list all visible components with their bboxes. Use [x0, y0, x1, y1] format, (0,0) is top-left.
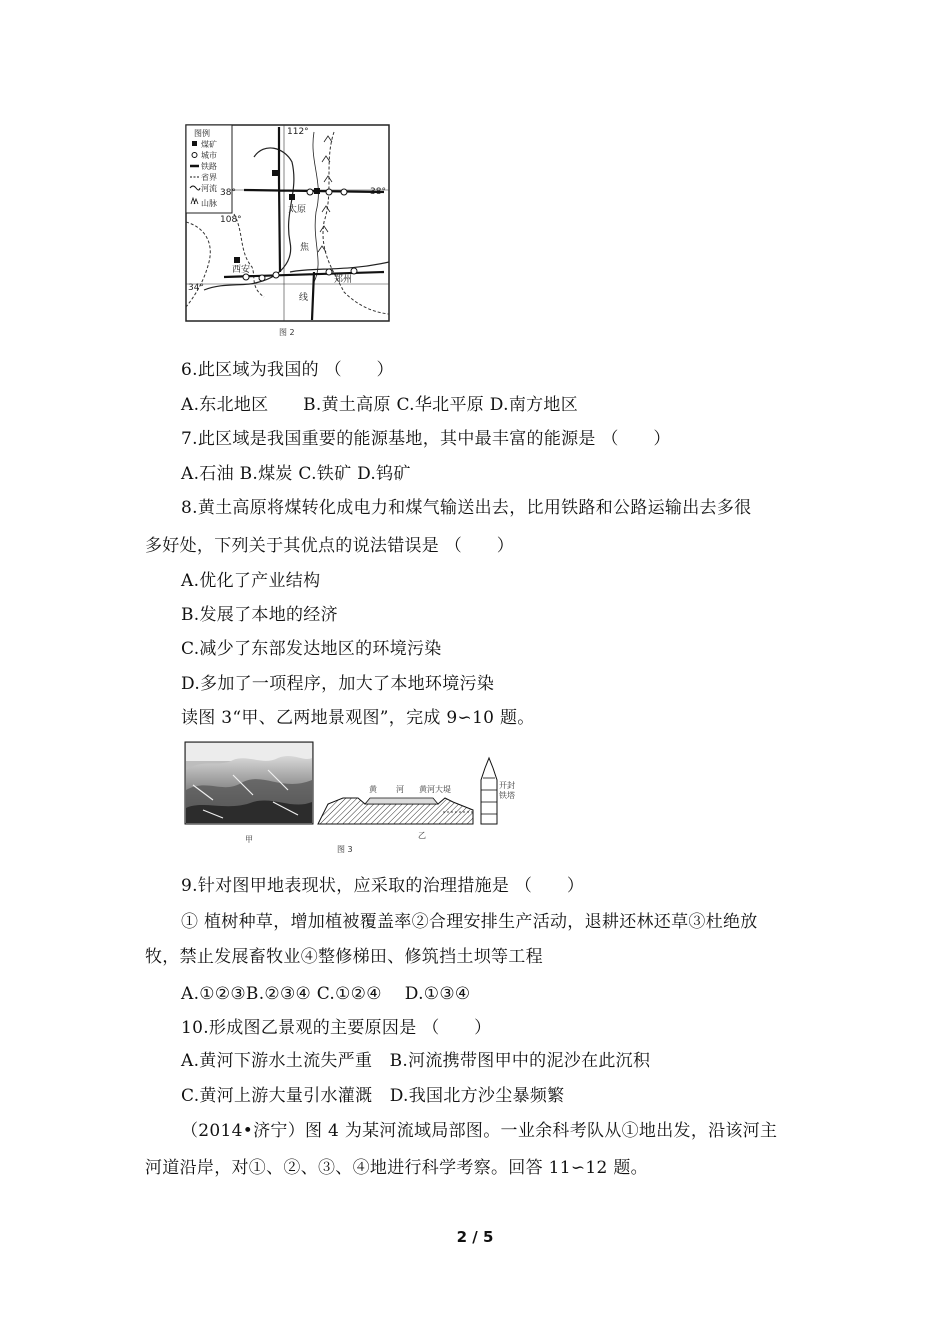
q8-option-b: B.发展了本地的经济 — [181, 605, 338, 625]
legend-railway: 铁路 — [201, 162, 217, 171]
photo-jia — [185, 742, 313, 824]
city-zhengzhou: 郑州 — [334, 275, 353, 285]
figure-2-map — [184, 122, 392, 340]
legend-border: 省界 — [201, 173, 217, 182]
rail-jiao: 焦 — [300, 243, 310, 253]
q10-options-ab: A.黄河下游水土流失严重 B.河流携带图甲中的泥沙在此沉积 — [181, 1051, 651, 1071]
q8-option-d: D.多加了一项程序，加大了本地环境污染 — [181, 674, 495, 694]
lon-112-label: 112° — [287, 127, 309, 137]
dike-label: 黄河大堤 — [419, 785, 451, 794]
intro-11-12-line1: （2014•济宁）图 4 为某河流域局部图。一业余科考队从①地出发，沿该河主 — [181, 1121, 778, 1141]
legend-mountain: 山脉 — [201, 199, 217, 208]
q8-stem-line1: 8.黄土高原将煤转化成电力和煤气输送出去，比用铁路和公路运输出去多很 — [181, 498, 752, 518]
figure-2-caption: 图 2 — [279, 328, 295, 337]
q8-stem-line2: 多好处，下列关于其优点的说法错误是 （ ） — [145, 536, 515, 556]
lat-34-label: 34° — [188, 283, 204, 293]
figure-3-landscapes — [183, 740, 513, 858]
tower-label-1: 开封 — [499, 781, 515, 790]
q9-options: A.①②③B.②③④ C.①②④ D.①③④ — [181, 984, 471, 1004]
legend-river: 河流 — [201, 184, 217, 193]
legend-city: 城市 — [201, 151, 217, 160]
lat-38-right: 38° — [370, 187, 386, 197]
river-huang: 黄 — [369, 785, 377, 794]
intro-11-12-line2: 河道沿岸，对①、②、③、④地进行科学考察。回答 11∽12 题。 — [145, 1158, 648, 1178]
rail-xian: 线 — [299, 293, 309, 303]
figure-3-caption: 图 3 — [337, 845, 353, 854]
q7-stem: 7.此区域是我国重要的能源基地，其中最丰富的能源是 （ ） — [181, 429, 671, 449]
q9-stem: 9.针对图甲地表现状，应采取的治理措施是 （ ） — [181, 876, 585, 896]
q8-option-c: C.减少了东部发达地区的环境污染 — [181, 639, 442, 659]
label-jia: 甲 — [245, 835, 253, 844]
intro-9-10: 读图 3“甲、乙两地景观图”，完成 9∽10 题。 — [181, 708, 535, 728]
legend-coal: 煤矿 — [201, 140, 217, 149]
q6-stem: 6.此区域为我国的 （ ） — [181, 360, 394, 380]
page-number: 2 / 5 — [456, 1228, 494, 1246]
lat-38-left: 38° — [220, 188, 236, 198]
q9-measures-line2: 牧，禁止发展畜牧业④整修梯田、修筑挡土坝等工程 — [145, 947, 543, 967]
label-yi: 乙 — [418, 831, 426, 840]
q9-measures-line1: ① 植树种草，增加植被覆盖率②合理安排生产活动，退耕还林还草③杜绝放 — [181, 912, 758, 932]
tower-label-2: 铁塔 — [499, 791, 515, 800]
diagram-yi — [318, 758, 497, 824]
legend-title: 图例 — [194, 129, 210, 138]
lon-108-label: 108° — [220, 215, 242, 225]
q7-options: A.石油 B.煤炭 C.铁矿 D.钨矿 — [181, 464, 411, 484]
q10-stem: 10.形成图乙景观的主要原因是 （ ） — [181, 1018, 492, 1038]
q6-options: A.东北地区 B.黄土高原 C.华北平原 D.南方地区 — [181, 395, 579, 415]
q8-option-a: A.优化了产业结构 — [181, 571, 321, 591]
river-he: 河 — [396, 785, 404, 794]
city-xian: 西安 — [232, 265, 251, 275]
q10-options-cd: C.黄河上游大量引水灌溉 D.我国北方沙尘暴频繁 — [181, 1086, 565, 1106]
city-taiyuan: 太原 — [288, 205, 307, 215]
